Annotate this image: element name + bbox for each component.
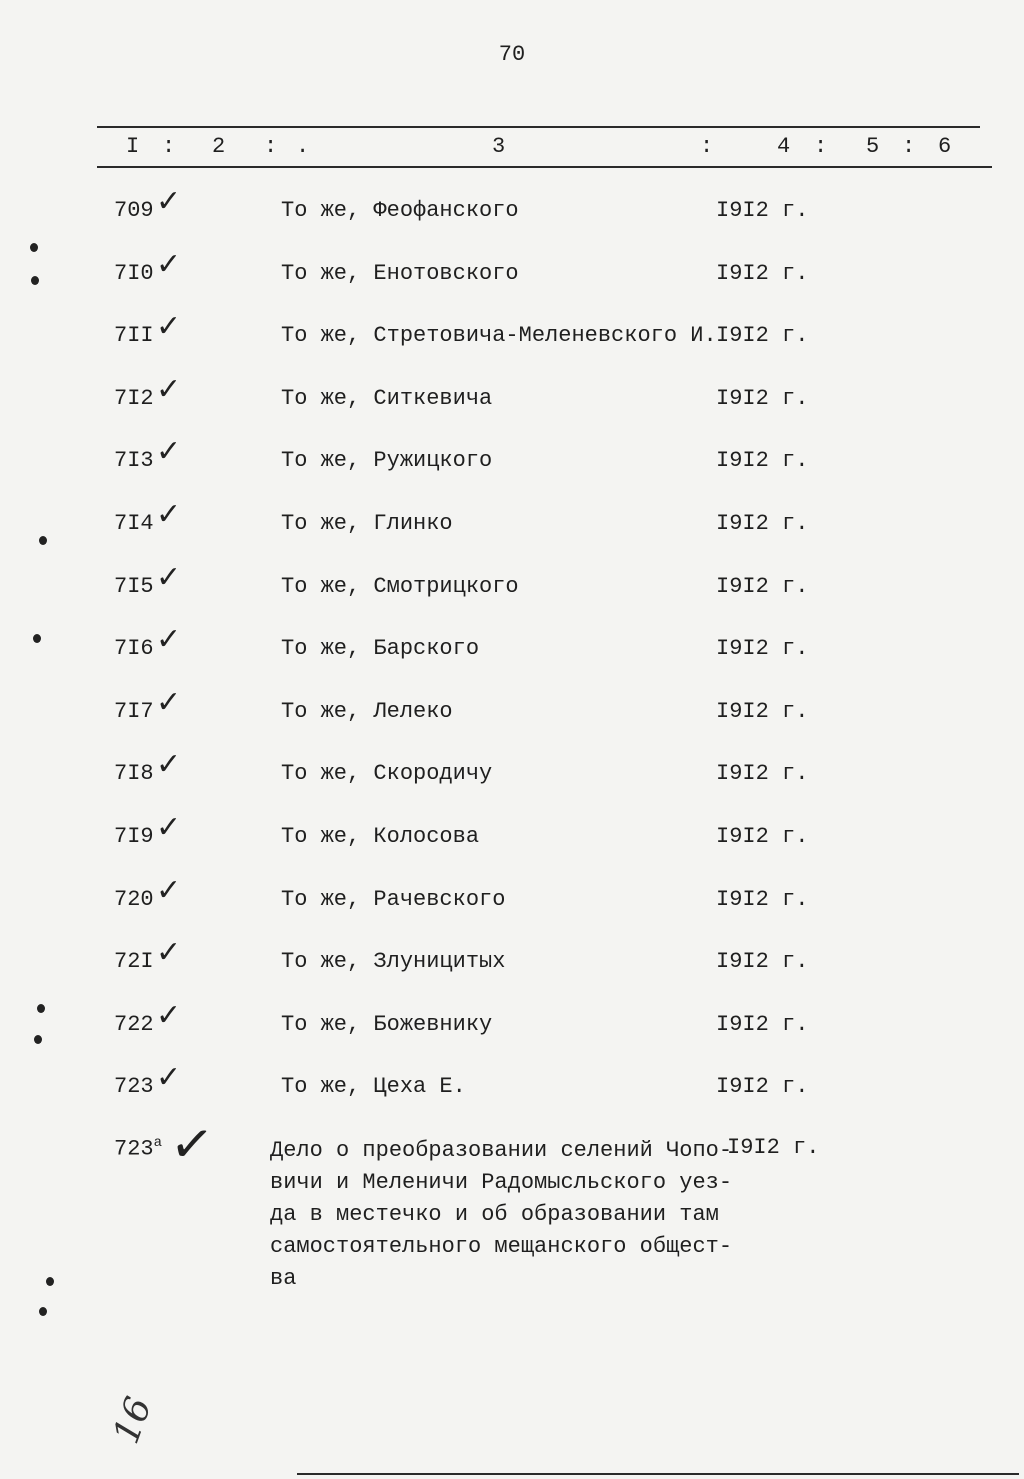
row-title: То же, Божевнику (281, 1011, 493, 1037)
row-title: То же, Барского (281, 636, 480, 662)
check-mark-icon: ✓ (156, 309, 182, 345)
header-col-5: 5 (866, 134, 880, 159)
row-number: 7I6 (114, 636, 154, 662)
row-number: 723 (114, 1074, 154, 1100)
page-number: 70 (498, 42, 526, 67)
table-header-rule (97, 166, 992, 168)
row-title: То же, Феофанского (281, 198, 519, 223)
row-title: То же, Смотрицкого (281, 573, 519, 599)
row-date: I9I2 г. (716, 511, 809, 536)
row-number: 7I9 (114, 824, 154, 849)
punch-hole (30, 243, 38, 252)
row-number: 7I0 (114, 260, 154, 286)
table-row (0, 872, 1024, 927)
row-date: I9I2 г. (716, 886, 809, 912)
row-title: То же, Лелеко (281, 698, 453, 724)
row-date: I9I2 г. (716, 1074, 809, 1100)
check-mark-icon: ✓ (156, 684, 182, 720)
row-date: I9I2 г. (716, 949, 809, 975)
check-mark-icon: ✓ (156, 872, 182, 908)
punch-hole (37, 1004, 45, 1013)
header-sep: : (814, 134, 828, 159)
check-mark-icon: ✓ (156, 622, 182, 658)
row-date: I9I2 г. (716, 323, 809, 349)
row-number: 72I (114, 949, 154, 975)
punch-hole (46, 1277, 54, 1286)
check-mark-icon: ✓ (156, 810, 182, 845)
check-mark-icon: ✓ (156, 371, 182, 407)
table-row (0, 997, 1024, 1052)
row-number: 7I8 (114, 761, 154, 787)
header-sep: : (700, 134, 714, 159)
row-date: I9I2 г. (716, 761, 809, 787)
check-mark-icon: ✓ (156, 997, 182, 1033)
table-row (0, 935, 1024, 989)
table-row (0, 309, 1024, 363)
punch-hole (31, 276, 39, 285)
row-date: I9I2 г. (716, 824, 809, 849)
row-title: То же, Злуницитых (281, 949, 506, 975)
check-mark-icon: ✓ (156, 747, 182, 783)
row-title: То же, Енотовского (281, 260, 519, 286)
table-row (0, 371, 1024, 426)
row-title: То же, Цеха Е. (281, 1074, 466, 1100)
row-number: 7I4 (114, 511, 154, 536)
row-number: 7I5 (114, 573, 154, 599)
header-dot: . (296, 134, 310, 159)
row-date: I9I2 г. (716, 385, 809, 411)
row-number: 720 (114, 886, 154, 912)
punch-hole (39, 1307, 47, 1316)
table-row (0, 810, 1024, 864)
check-mark-icon: ✓ (156, 1060, 182, 1096)
row-number: 709 (114, 198, 154, 223)
header-col-3: 3 (492, 134, 506, 159)
row-number: 7I2 (114, 385, 154, 411)
check-mark-icon: ✓ (156, 246, 182, 282)
table-row (0, 184, 1024, 238)
row-number: $723^а$ (114, 1135, 163, 1162)
row-number: 722 (114, 1011, 154, 1037)
row-date: I9I2 г. (716, 573, 809, 599)
row-date: I9I2 г. (716, 260, 809, 286)
header-sep: : (162, 134, 176, 159)
row-date: I9I2 г. (716, 636, 809, 662)
row-title: То же, Глинко (281, 511, 453, 536)
row-date: I9I2 г. (716, 198, 809, 223)
row-title: То же, Колосова (281, 824, 480, 849)
check-mark-icon: ✓ (156, 434, 182, 470)
row-number: 7II (114, 323, 154, 349)
row-date: I9I2 г. (716, 448, 809, 474)
table-row (0, 497, 1024, 551)
check-mark-icon: ✓ (156, 497, 182, 532)
row-title: То же, Ситкевича (281, 385, 493, 411)
row-title: То же, Скородичу (281, 761, 493, 787)
row-title: То же, Стретовича-Меленевского И. (281, 323, 717, 349)
row-date: I9I2 г. (716, 698, 809, 724)
punch-hole (33, 634, 41, 643)
header-col-4: 4 (777, 134, 791, 159)
row-number: 7I3 (114, 448, 154, 474)
row-title: То же, Ружицкого (281, 448, 493, 474)
header-col-6: 6 (938, 134, 952, 159)
table-row (0, 434, 1024, 488)
check-mark-icon: ✓ (156, 559, 182, 595)
table-row (0, 559, 1024, 614)
row-title-multiline: Дело о преобразовании селений Чопо- вичи и Меленичи Радомысльского уез- да в местечко и об образовании там самостоятельного мещанского общест- ва (270, 1138, 733, 1291)
row-date: I9I2 г. (716, 1011, 809, 1037)
punch-hole (39, 536, 47, 545)
header-col-2: 2 (212, 134, 226, 159)
check-mark-icon: ✓ (156, 184, 182, 219)
header-sep: : (264, 134, 278, 159)
table-row (0, 684, 1024, 739)
table-row (0, 622, 1024, 676)
check-mark-icon: ✓ (166, 1112, 217, 1178)
header-sep: : (902, 134, 916, 159)
table-row (0, 747, 1024, 801)
page-bottom-rule (297, 1473, 1019, 1475)
table-top-rule (97, 126, 980, 128)
punch-hole (34, 1035, 42, 1044)
header-col-1: I (126, 134, 140, 159)
row-title: То же, Рачевского (281, 886, 506, 912)
row-number: 7I7 (114, 698, 154, 724)
row-date: I9I2 г. (727, 1135, 820, 1160)
table-row (0, 1060, 1024, 1114)
check-mark-icon: ✓ (156, 935, 182, 971)
handwritten-signature: 16 (105, 1391, 161, 1450)
table-row (0, 246, 1024, 301)
